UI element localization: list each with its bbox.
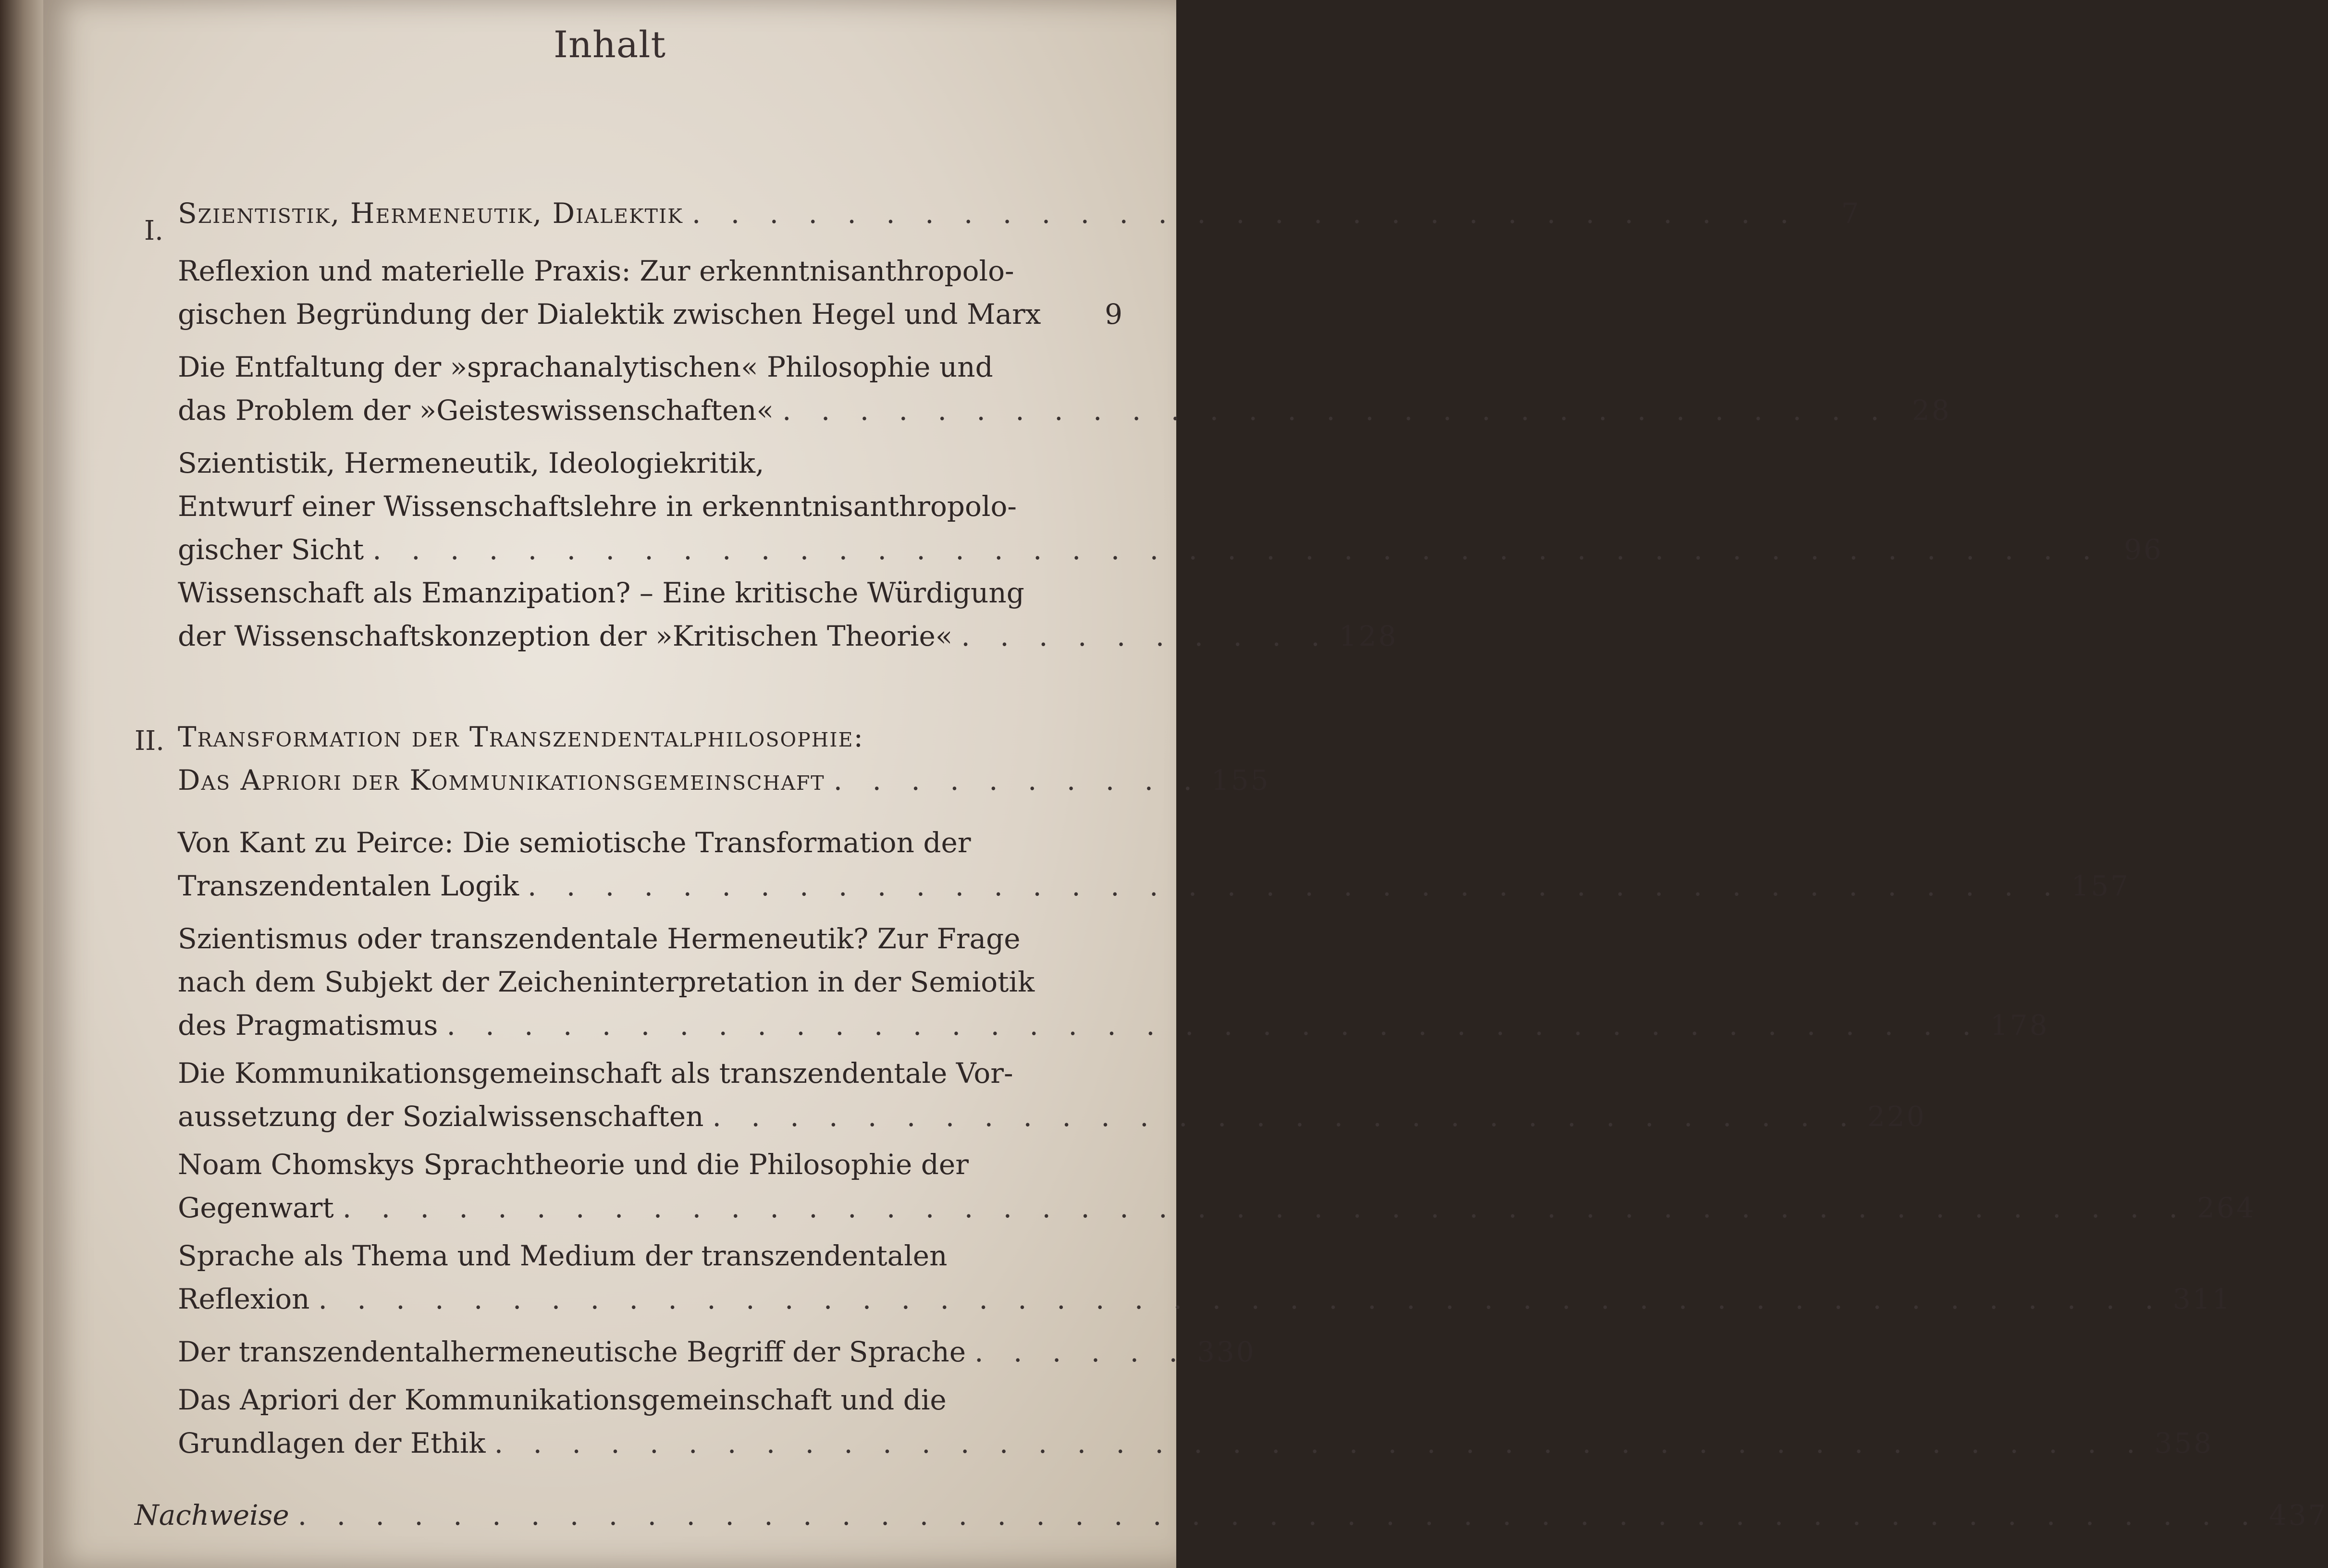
toc-entry-emanzipation-line1[interactable]: [178, 576, 1124, 609]
entry-text: das Problem der »Geisteswissenschaften«: [178, 394, 774, 427]
book-page: [43, 0, 2328, 1568]
entry-text: gischer Sicht: [178, 533, 364, 566]
entry-text: nach dem Subjekt der Zeicheninterpretation in der Semiotik: [178, 966, 1035, 998]
toc-entry-begriff-sprache[interactable]: [178, 1335, 1256, 1368]
part-two-numeral: II.: [135, 725, 165, 757]
toc-entry-kommunikation-line1[interactable]: [178, 1057, 1124, 1090]
part-one-heading: Szientistik, Hermeneutik, Dialektik: [178, 197, 683, 230]
part-two-heading-line2: Das Apriori der Kommunikationsgemeinschaft: [178, 764, 825, 796]
leader-dots: . . . . . . . . . . . . . . . . . . . . . . . . . . . . . . . . . . . . . . . . . . . . . . . .: [342, 1191, 2189, 1224]
leader-dots: . . . . . . . . . . . . . . . . . . . . . . . . . . . . . .: [712, 1100, 1859, 1133]
leader-dots: . . . . . . . . . . . . . . . . . . . . . . . . . . . . . . . . . . . . . . . . . . .: [494, 1427, 2146, 1459]
leader-dots: . . . . . . . . . . . . . . . . . . . . . . . . . . . . . . . . . . . . . . . . . . . . . . . .: [318, 1283, 2165, 1315]
toc-entry-apriori-ethik-line1[interactable]: [178, 1384, 1124, 1416]
entry-text: Die Entfaltung der »sprachanalytischen« Philosophie und: [178, 351, 993, 383]
page-number: 178: [1990, 1009, 2049, 1041]
toc-entry-apriori-ethik-line2[interactable]: [178, 1427, 2214, 1459]
page-number: 437: [2268, 1499, 2328, 1531]
toc-entry-chomsky-line2[interactable]: [178, 1191, 2256, 1224]
entry-text: Transzendentalen Logik: [178, 870, 519, 902]
entry-text: Grundlagen der Ethik: [178, 1427, 486, 1459]
leader-dots: . . . . . . . . . .: [833, 764, 1203, 796]
entry-text: Entwurf einer Wissenschaftslehre in erkenntnisanthropolo-: [178, 490, 1017, 523]
entry-text: Noam Chomskys Sprachtheorie und die Philosophie der: [178, 1148, 969, 1181]
toc-entry-szientistik-line2[interactable]: [178, 490, 1124, 523]
leader-dots: . . . . . . . . . . . . . . . . . . . . . . . . . . . . . . . . . . . . . . . .: [446, 1009, 1982, 1041]
toc-entry-nachweise[interactable]: [135, 1499, 2328, 1531]
page-number: 155: [1211, 764, 1270, 796]
entry-text: Von Kant zu Peirce: Die semiotische Transformation der: [178, 826, 971, 859]
page-number: 330: [1196, 1335, 1256, 1368]
toc-entry-szientismus-line1[interactable]: [178, 922, 1124, 955]
toc-entry-reflexion-line1[interactable]: [178, 255, 1124, 287]
toc-entry-part-two-line1[interactable]: [178, 721, 1124, 753]
page-number: 358: [2154, 1427, 2214, 1459]
page-title: Inhalt: [553, 23, 666, 66]
page-number: 28: [1912, 394, 1951, 427]
toc-entry-kant-peirce-line1[interactable]: [178, 826, 1124, 859]
page-number: 7: [1841, 197, 1861, 230]
page-number: 157: [2071, 870, 2131, 902]
appendix-label: Nachweise: [135, 1499, 289, 1531]
toc-entry-szientistik-line3[interactable]: [178, 533, 2164, 566]
entry-text: aussetzung der Sozialwissenschaften: [178, 1100, 704, 1133]
toc-entry-part-two-line2[interactable]: [178, 764, 1270, 796]
part-two-heading-line1: Transformation der Transzendentalphilosophie:: [178, 721, 864, 753]
toc-entry-part-one[interactable]: [178, 197, 1861, 230]
leader-dots: . . . . . . . . . . . . . . . . . . . . . . . . . . . . . . . . . . . . . . . . . . . . . . . . . . .: [297, 1499, 2260, 1531]
entry-text: Reflexion und materielle Praxis: Zur erkenntnisanthropolo-: [178, 255, 1014, 287]
toc-entry-kommunikation-line2[interactable]: [178, 1100, 1926, 1133]
entry-text: Szientistik, Hermeneutik, Ideologiekritik,: [178, 447, 764, 479]
entry-text: Wissenschaft als Emanzipation? – Eine kritische Würdigung: [178, 576, 1024, 609]
toc-entry-chomsky-line1[interactable]: [178, 1148, 1124, 1181]
toc-entry-szientistik-line1[interactable]: [178, 447, 1124, 479]
page-number: 9: [1105, 298, 1124, 331]
leader-dots: . . . . . . . . . . . . . . . . . . . . . . . . . . . . . . . . . . . . . . . .: [527, 870, 2063, 902]
toc-entry-szientismus-line2[interactable]: [178, 966, 1124, 998]
page-number: 264: [2197, 1191, 2256, 1224]
toc-entry-entfaltung-line2[interactable]: [178, 394, 1951, 427]
entry-text: Die Kommunikationsgemeinschaft als transzendentale Vor-: [178, 1057, 1013, 1090]
toc-entry-entfaltung-line1[interactable]: [178, 351, 1124, 383]
leader-dots: . . . . . . . . . .: [961, 620, 1330, 652]
part-one-numeral: I.: [144, 215, 163, 246]
page-number: 220: [1867, 1100, 1926, 1133]
entry-text: Der transzendentalhermeneutische Begriff der Sprache: [178, 1335, 966, 1368]
entry-text: Gegenwart: [178, 1191, 334, 1224]
leader-dots: . . . . . . . . . . . . . . . . . . . . . . . . . . . . .: [691, 197, 1799, 230]
toc-entry-sprache-thema-line1[interactable]: [178, 1239, 1124, 1272]
toc-entry-kant-peirce-line2[interactable]: [178, 870, 2131, 902]
entry-text: gischen Begründung der Dialektik zwischen Hegel und Marx: [178, 298, 1041, 331]
entry-text: Sprache als Thema und Medium der transzendentalen: [178, 1239, 948, 1272]
leader-dots: . . . . . . . . . . . . . . . . . . . . . . . . . . . . .: [782, 394, 1890, 427]
entry-text: Szientismus oder transzendentale Hermeneutik? Zur Frage: [178, 922, 1021, 955]
toc-entry-szientismus-line3[interactable]: [178, 1009, 2049, 1041]
entry-text: Das Apriori der Kommunikationsgemeinschaft und die: [178, 1384, 947, 1416]
entry-text: der Wissenschaftskonzeption der »Kritischen Theorie«: [178, 620, 953, 652]
page-number: 96: [2124, 533, 2164, 566]
toc-entry-reflexion-line2[interactable]: [178, 298, 1124, 331]
entry-text: des Pragmatismus: [178, 1009, 438, 1041]
page-number: 311: [2173, 1283, 2232, 1315]
leader-dots: . . . . . . . . . . . . . . . . . . . . . . . . . . . . . . . . . . . . . . . . . . . . .: [372, 533, 2102, 566]
toc-entry-sprache-thema-line2[interactable]: [178, 1283, 2232, 1315]
page-number: 128: [1339, 620, 1398, 652]
entry-text: Reflexion: [178, 1283, 310, 1315]
leader-dots: . . . . . .: [974, 1335, 1188, 1368]
toc-entry-emanzipation-line2[interactable]: [178, 620, 1398, 652]
